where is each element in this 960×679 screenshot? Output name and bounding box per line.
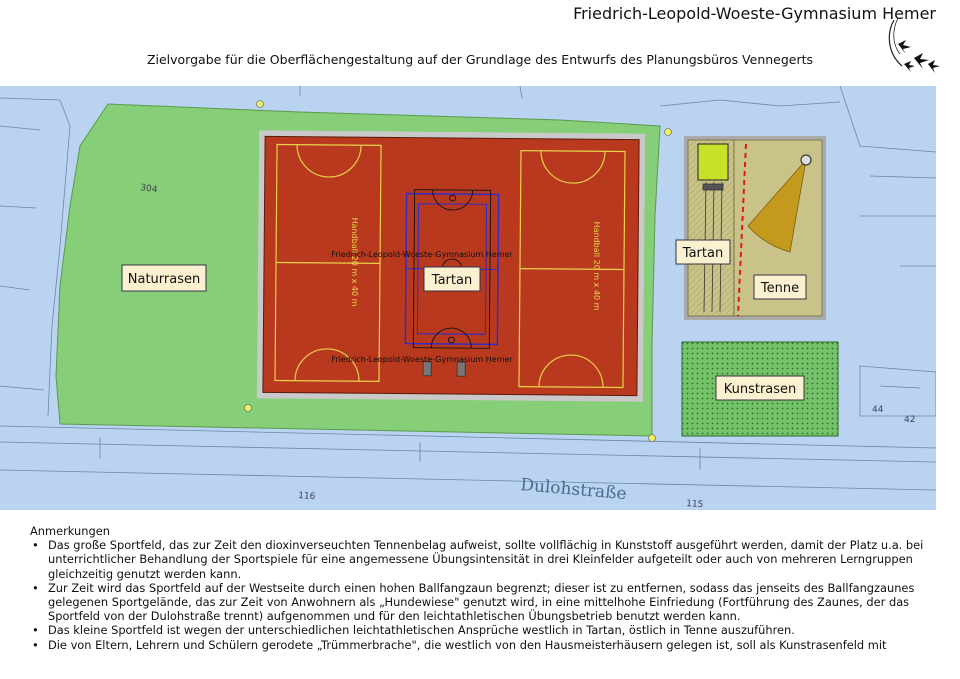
long-jump-pit xyxy=(698,144,728,180)
parcel-116: 116 xyxy=(297,491,316,503)
bird-logo-icon xyxy=(884,14,942,78)
label-tartan-main xyxy=(424,267,480,291)
svg-text:Tartan: Tartan xyxy=(682,246,724,261)
parcel-115: 115 xyxy=(685,499,704,510)
handball-label-right: Handball 20 m x 40 m xyxy=(592,221,601,311)
notes-heading: Anmerkungen xyxy=(30,524,110,538)
street-label: Dulohstraße xyxy=(519,475,628,505)
school-title: Friedrich-Leopold-Woeste-Gymnasium Hemer xyxy=(573,4,936,23)
notes-section xyxy=(30,524,940,652)
note-item: • Die von Eltern, Lehrern und Schülern gerodete „Trümmerbrache", die westlich von den Hausmeisterhäusern gelegen ist, soll als Kunstrasenfeld mit xyxy=(44,638,940,652)
label-tartan-small xyxy=(676,240,730,264)
svg-text:Tenne: Tenne xyxy=(760,281,800,296)
svg-text:Naturrasen: Naturrasen xyxy=(127,272,201,287)
note-item: • Das kleine Sportfeld ist wegen der unterschiedlichen leichtathletischen Ansprüche westlich in Tartan, östlich in Tenne auszuführen. xyxy=(44,623,940,637)
label-tenne xyxy=(754,275,806,299)
parcel-42: 42 xyxy=(904,415,916,425)
label-kunstrasen xyxy=(716,376,804,400)
site-plan-map xyxy=(0,86,936,510)
parcel-304: 304 xyxy=(139,183,158,196)
notes-list xyxy=(30,538,940,652)
note-item: • Zur Zeit wird das Sportfeld auf der Westseite durch einen hohen Ballfangzaun begrenzt; dieser ist zu entfernen, sodass das jenseits des Ballfangzaunes gelegenen Sportgelände, das zur Zeit von Anwohnern als „Hundewiese" genutzt wird, in eine mittelhohe Einfriedung (Fortführung des Zaunes, der das Sportfeld von der Dulohstraße trennt) aufgenommen und für den leichtathletischen Übungsbetrieb benutzt werden kann. xyxy=(44,581,940,624)
parcel-44: 44 xyxy=(872,405,884,415)
svg-text:Kunstrasen: Kunstrasen xyxy=(723,382,797,397)
shot-put-circle xyxy=(801,155,811,165)
handball-label-left: Handball 20 m x 40 m xyxy=(350,217,359,307)
svg-text:Tartan: Tartan xyxy=(431,273,473,288)
label-naturrasen xyxy=(122,265,206,291)
field-school-label-top: Friedrich-Leopold-Woeste-Gymnasium Hemer xyxy=(331,250,513,259)
field-school-label-bottom: Friedrich-Leopold-Woeste-Gymnasium Hemer xyxy=(331,355,513,364)
plan-subtitle: Zielvorgabe für die Oberflächengestaltung auf der Grundlage des Entwurfs des Planungsbüros Vennegerts xyxy=(146,52,814,67)
note-item: • Das große Sportfeld, das zur Zeit den dioxinverseuchten Tennenbelag aufweist, sollte vollflächig in Kunststoff ausgeführt werden, damit der Platz u.a. bei unterrichtlicher Behandlung der Sportspiele für eine angemessene Übungsintensität in drei Kleinfelder aufgeteilt oder auch von mehreren Lerngruppen gleichzeitig genutzt werden kann. xyxy=(44,538,940,581)
